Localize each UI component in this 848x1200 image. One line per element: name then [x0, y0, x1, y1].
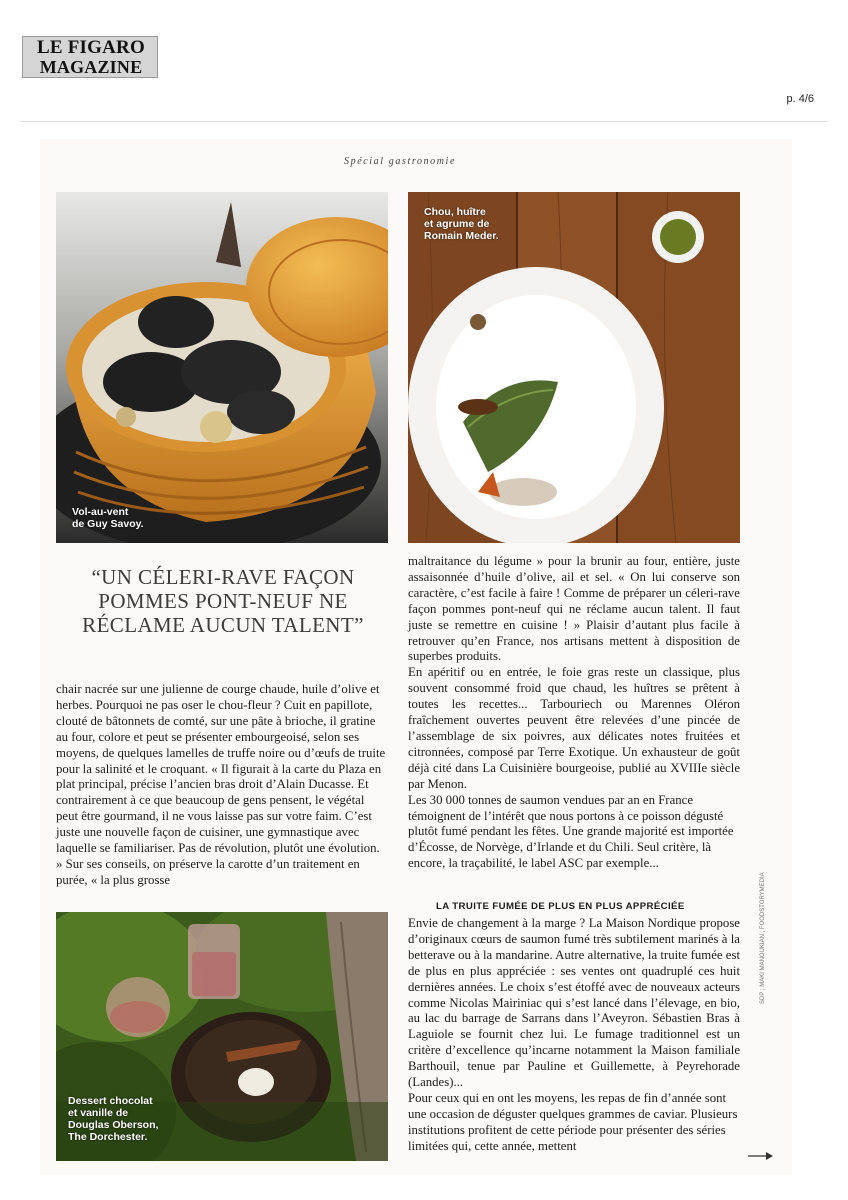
section-label: Spécial gastronomie — [344, 156, 456, 167]
logo-line-1: LE FIGARO — [37, 37, 145, 58]
chou-huitre-illustration — [408, 192, 740, 543]
left-column-text — [56, 682, 389, 889]
photo-vol-au-vent — [56, 192, 388, 543]
figaro-magazine-logo — [22, 36, 158, 78]
section-subhead: LA TRUITE FUMÉE DE PLUS EN PLUS APPRÉCIÉE — [436, 901, 685, 912]
right-paragraph-2: En apéritif ou en entrée, le foie gras reste un classique, plus souvent consommé froid que chaud, les huîtres se prêtent à toutes les recettes... Tarbouriech ou Marennes Oléron fraîchement ouvertes peuvent être relevées d’une pincée de l’assemblage de six poivres, aux délicates notes fruitées et citronnées, composé par Terre Exotique. Un exhausteur de goût déjà cité dans La Cuisinière bourgeoise, publié au XVIIIe siècle par Menon. — [408, 665, 740, 791]
page-number: p. 4/6 — [786, 93, 814, 105]
caption-vol-au-vent: Vol-au-vent de Guy Savoy. — [72, 506, 144, 530]
right-paragraph-3: Les 30 000 tonnes de saumon vendues par an en France témoignent de l’intérêt que nous portons à ce poisson dégusté plutôt fumé pendant les fêtes. Une grande majorité est importée d’Écosse, de Norvège, d’Irlande et du Chili. Seul critère, là encore, la traçabilité, le label ASC par exemple... — [408, 792, 734, 871]
right-paragraph-4: Envie de changement à la marge ? La Maison Nordique propose d’originaux cœurs de saumon fumé très subtilement marinés à la betterave ou à la mandarine. Autre alternative, la truite fumée est de plus en plus appréciée : ses ventes ont quadruplé ces huit dernières années. Le choix s’est étoffé avec de nouveaux acteurs comme Nicolas Mairiniac qui s’est lancé dans l’élevage, en bio, au lac du barrage de Sarrans dans l’Aveyron. Sébastien Bras à Laguiole se fournit chez lui. Le fumage traditionnel est un critère d’excellence qu’incarne notamment la Maison familiale Barthouil, tenue par Pauline et Guillemette, à Peyrehorade (Landes)... — [408, 916, 740, 1090]
right-column-text — [408, 554, 740, 872]
left-paragraph-1: chair nacrée sur une julienne de courge chaude, huile d’olive et herbes. Pourquoi ne pas oser le chou-fleur ? Cuit en papillote, clouté de bâtonnets de comté, sur une pâte à brioche, il gratine au four, colore et peut se présenter embourgeoisé, selon ses moyens, de quelques lamelles de truffe noire ou d’œufs de truite pour la salinité et le croquant. « Il figurait à la carte du Plaza en plat principal, précise l’ancien bras droit d’Alain Ducasse. Et contrairement à ce que beaucoup de gens pensent, le végétal peut être gourmand, il ne vous laisse pas sur votre faim. C’est juste une nouvelle façon de cuisiner, une gymnastique avec laquelle se familiariser. Pas de révolution, plutôt une évolution. » Sur ses conseils, on préserve la carotte d’un traitement en purée, « la plus grosse — [56, 682, 386, 887]
caption-chou-huitre: Chou, huître et agrume de Romain Meder. — [424, 206, 499, 242]
right-paragraph-1: maltraitance du légume » pour la brunir au four, entière, juste assaisonnée d’huile d’olive, ail et sel. « On lui conserve son caractère, c’est facile à faire ! Comme de préparer un céleri-rave façon pommes pont-neuf qui ne réclame aucun talent. Il faut juste se remettre en cuisine ! » Plaisir d’autant plus facile à retrouver qu’en France, nos artisans mettent à disposition de superbes produits. — [408, 554, 740, 664]
caption-dessert-chocolat: Dessert chocolat et vanille de Douglas Oberson, The Dorchester. — [68, 1095, 159, 1143]
pull-quote-headline: “UN CÉLERI-RAVE FAÇON POMMES PONT-NEUF NE RÉCLAME AUCUN TALENT” — [82, 565, 364, 637]
header-divider — [20, 121, 828, 122]
right-paragraph-5: Pour ceux qui en ont les moyens, les repas de fin d’année sont une occasion de déguster quelques grammes de caviar. Plusieurs institutions profitent de cette période pour présenter des séries limitées qui, cette année, mettent — [408, 1090, 738, 1153]
photo-chou-huitre — [408, 192, 740, 543]
logo-line-2: MAGAZINE — [39, 57, 143, 77]
continue-arrow-icon — [748, 1150, 774, 1162]
right-column-text-2 — [408, 916, 740, 1155]
vol-au-vent-illustration — [56, 192, 388, 543]
photo-credit: SDP ; MAKI MANOUKIAN ; FOODSTORYMEDIA — [760, 872, 766, 1004]
